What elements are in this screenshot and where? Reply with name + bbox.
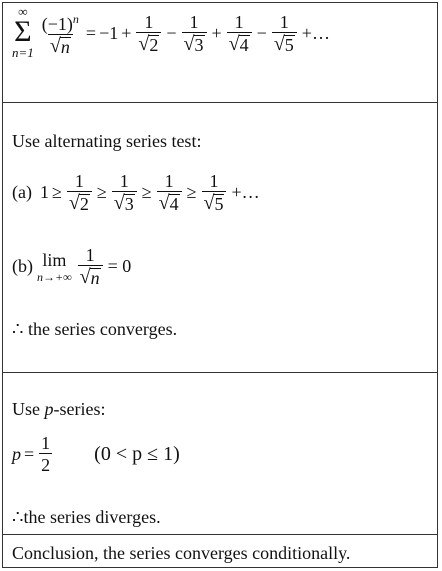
divider-series: [2, 102, 438, 103]
p-fraction: $\frac{1}{2}$: [41, 433, 51, 475]
general-term: $(-1)^n$ √ n: [41, 12, 79, 57]
final-conclusion: Conclusion, the series converges conditionally.: [12, 543, 351, 563]
b-term: 1 √ n: [78, 246, 103, 287]
term-5: 1 √ 5: [272, 13, 297, 54]
term-2: 1 √ 2: [136, 13, 161, 54]
summation: ∞ Σ n=1: [12, 4, 34, 60]
a-term-5: 1 √ 5: [202, 172, 227, 213]
term-3: 1 √ 3: [182, 13, 207, 54]
term-4: 1 √ 4: [227, 13, 252, 54]
pseries-heading: Use p-series:: [12, 399, 106, 419]
p-value: p = $\frac{1}{2}$ (0 < p ≤ 1): [12, 433, 180, 475]
condition-a: (a) 1 ≥ 1 √ 2 ≥ 1 √ 3 ≥ 1 √ 4 ≥ 1 √ 5 +…: [12, 171, 260, 214]
alternating-heading: Use alternating series test:: [12, 131, 202, 151]
series-expression: ∞ Σ n=1 $(-1)^n$ √ n = −1 + 1 √ 2 − 1 √ 3 + 1 √ 4 − 1 √ 5 +…: [12, 4, 330, 60]
p-range: (0 < p ≤ 1): [94, 443, 180, 465]
divider-alternating: [2, 372, 438, 373]
a-term-4: 1 √ 4: [157, 172, 182, 213]
alternating-conclusion: ∴ the series converges.: [12, 319, 178, 339]
condition-b: (b) lim n→+∞ 1 √ n = 0: [12, 245, 132, 288]
limit: lim n→+∞: [37, 249, 72, 284]
a-term-3: 1 √ 3: [112, 172, 137, 213]
pseries-conclusion: ∴the series diverges.: [12, 507, 161, 527]
a-term-2: 1 √ 2: [67, 172, 92, 213]
divider-pseries: [2, 534, 438, 535]
